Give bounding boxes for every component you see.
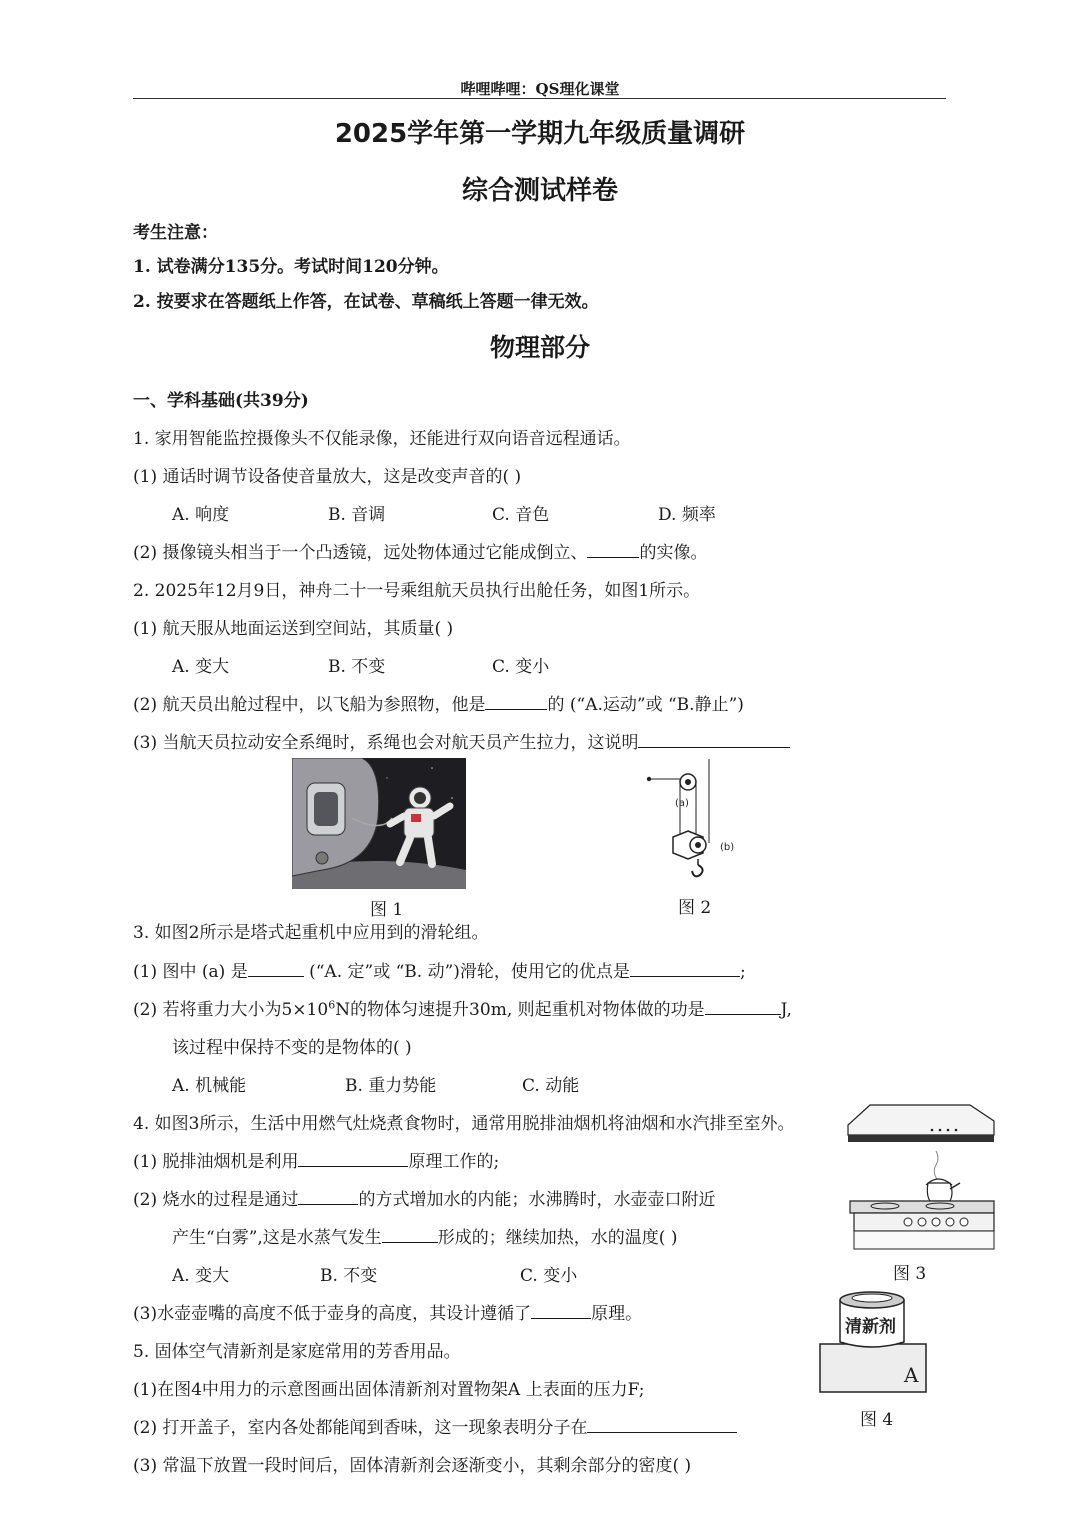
q4-part2: (2) 烧水的过程是通过 的方式增加水的内能；水沸腾时，水壶壶口附近 [133,1190,716,1210]
answer-blank[interactable] [248,960,304,977]
q1-part1: (1) 通话时调节设备使音量放大，这是改变声音的( ) [133,467,522,487]
answer-blank[interactable] [630,960,740,977]
answer-blank[interactable] [705,998,781,1015]
pulley-label-b: (b) [720,842,735,853]
exam-subtitle: 综合测试样卷 [461,176,618,206]
q2-part1: (1) 航天服从地面运送到空间站，其质量( ) [133,619,454,639]
shelf-label-a: A [904,1363,919,1387]
q3-part1: (1) 图中 (a) 是 (“A. 定”或 “B. 动”)滑轮，使用它的优点是 ; [133,962,746,982]
q1-stem: 1. 家用智能监控摄像头不仅能录像，还能进行双向语音远程通话。 [133,429,631,449]
answer-blank[interactable] [531,1302,591,1319]
pulley-diagram [640,757,750,887]
header-divider [133,98,946,99]
q5-part2: (2) 打开盖子，室内各处都能闻到香味，这一现象表明分子在 [133,1413,737,1438]
exam-title: 2025学年第一学期九年级质量调研 [334,119,746,149]
q4-option-c: C. 变小 [520,1266,578,1286]
figure-4-caption: 图 4 [860,1410,894,1430]
q1-option-c: C. 音色 [492,505,550,525]
q2-option-c: C. 变小 [492,657,550,677]
q2-part3: (3) 当航天员拉动安全系绳时，系绳也会对航天员产生拉力，这说明 [133,728,790,753]
astronaut-photo [292,758,466,889]
q1-part2: (2) 摄像镜头相当于一个凸透镜，远处物体通过它能成倒立、 的实像。 [133,543,708,563]
q5-part3: (3) 常温下放置一段时间后，固体清新剂会逐渐变小，其剩余部分的密度( ) [133,1456,692,1476]
page-header: 哔哩哔哩：QS理化课堂 [460,80,620,98]
answer-blank[interactable] [638,731,790,748]
q4-option-a: A. 变大 [172,1266,230,1286]
answer-blank[interactable] [587,541,639,558]
answer-blank[interactable] [587,1416,737,1433]
answer-blank[interactable] [298,1188,358,1205]
figure-1-caption: 图 1 [370,900,404,920]
q4-part2-line2: 产生“白雾”,这是水蒸气发生 形成的；继续加热，水的温度( ) [172,1228,678,1248]
q2-option-a: A. 变大 [172,657,230,677]
notice-item-2: 2. 按要求在答题纸上作答，在试卷、草稿纸上答题一律无效。 [133,292,599,312]
q5-part1: (1)在图4中用力的示意图画出固体清新剂对置物架A 上表面的压力F; [133,1380,645,1400]
q4-part1: (1) 脱排油烟机是利用 原理工作的; [133,1152,500,1172]
figure-2-caption: 图 2 [678,898,712,918]
q3-part2: (2) 若将重力大小为$5\times 10^6N$的物体匀速提升30m, 则起重机对物体做的功是 J, [133,998,792,1020]
q2-part2: (2) 航天员出舱过程中，以飞船为参照物，他是 的 (“A.运动”或 “B.静止”) [133,695,744,715]
q3-option-c: C. 动能 [522,1076,580,1096]
q1-option-a: A. 响度 [172,505,230,525]
answer-blank[interactable] [485,693,547,710]
q3-stem: 3. 如图2所示是塔式起重机中应用到的滑轮组。 [133,923,489,943]
pulley-label-a: (a) [675,798,689,809]
answer-blank[interactable] [298,1150,408,1167]
air-freshener-illustration [818,1286,928,1396]
notice-heading: 考生注意： [133,223,218,243]
figure-3-caption: 图 3 [893,1264,927,1284]
q3-part2-line2: 该过程中保持不变的是物体的( ) [172,1038,412,1058]
part-heading: 一、学科基础(共39分) [133,391,309,411]
notice-item-1: 1. 试卷满分135分。考试时间120分钟。 [133,257,449,277]
q2-option-b: B. 不变 [328,657,386,677]
q3-option-a: A. 机械能 [172,1076,247,1096]
q1-option-d: D. 频率 [658,505,716,525]
freshener-label: 清新剂 [845,1317,896,1337]
answer-blank[interactable] [382,1226,438,1243]
q2-stem: 2. 2025年12月9日，神舟二十一号乘组航天员执行出舱任务，如图1所示。 [133,581,701,601]
q4-stem: 4. 如图3所示，生活中用燃气灶烧煮食物时，通常用脱排油烟机将油烟和水汽排至室外。 [133,1114,795,1134]
section-title: 物理部分 [489,333,590,362]
stove-hood-illustration [840,1103,996,1251]
q4-part3: (3)水壶壶嘴的高度不低于壶身的高度，其设计遵循了 原理。 [133,1304,643,1324]
q4-option-b: B. 不变 [320,1266,378,1286]
q5-stem: 5. 固体空气清新剂是家庭常用的芳香用品。 [133,1342,461,1362]
q1-option-b: B. 音调 [328,505,386,525]
q3-option-b: B. 重力势能 [345,1076,437,1096]
